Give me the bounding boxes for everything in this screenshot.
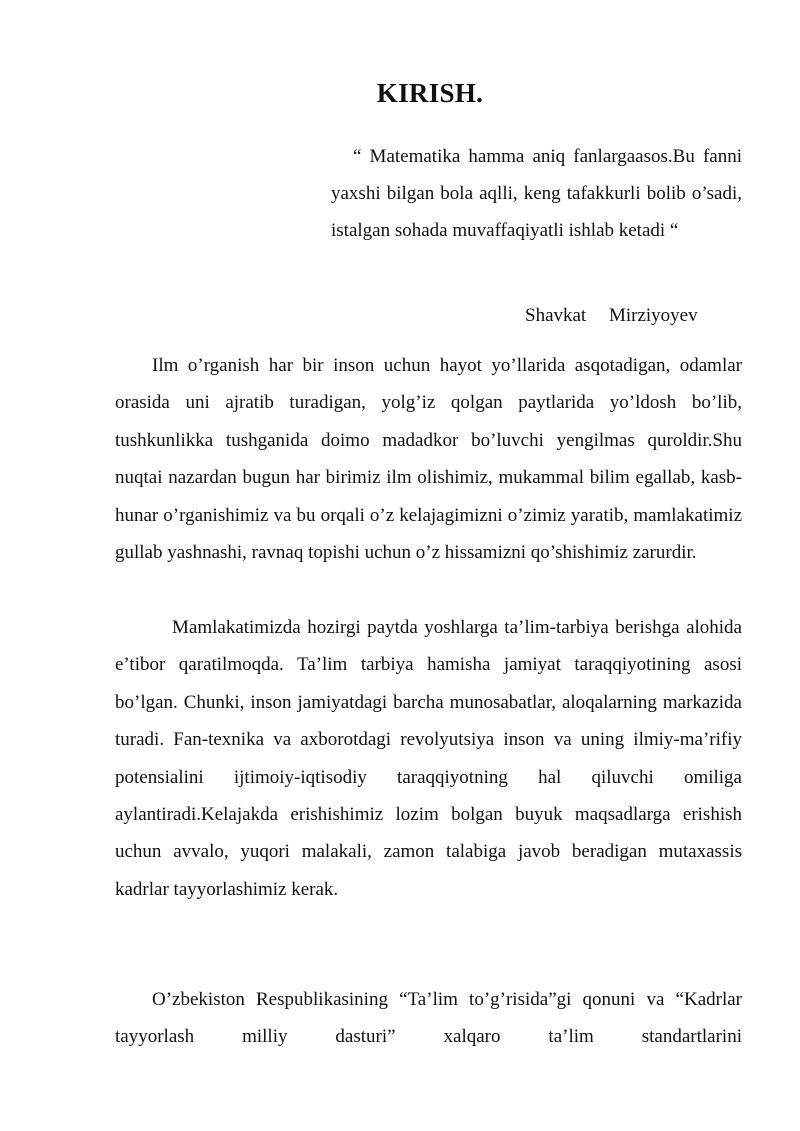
paragraph-1 <box>115 347 742 571</box>
paragraph-text: Mamlakatimizda hozirgi paytda yoshlarga ta’lim-tarbiya berishga alohida e’tibor qaratilmoqda. Ta’lim tarbiya hamisha jamiyat taraqqiyotining asosi bo’lgan. Chunki, inson jamiyatdagi barcha munosabatlar, aloqalarning markazida turadi. Fan-texnika va axborotdagi revolyutsiya inson va uning ilmiy-ma’rifiy potensialini ijtimoiy-iqtisodiy taraqqiyotning hal qiluvchi omiliga aylantiradi.Kelajakda erishishimiz lozim bolgan buyuk maqsadlarga erishish uchun avvalo, yuqori malakali, zamon talabiga javob beradigan mutaxassis kadrlar tayyorlashimiz kerak. <box>115 617 742 900</box>
epigraph-author: Shavkat Mirziyoyev <box>525 305 698 326</box>
paragraph-text: Ilm o’rganish har bir inson uchun hayot yo’llarida asqotadigan, odamlar orasida uni ajratib turadigan, yolg’iz qolgan paytlarida yo’ldosh bo’lib, tushkunlikka tushganida doimo madadkor bo’luvchi yengilmas quroldir.Shu nuqtai nazardan bugun har birimiz ilm olishimiz, mukammal bilim egallab, kasb-hunar o’rganishimiz va bu orqali o’z kelajagimizni o’zimiz yaratib, mamlakatimiz gullab yashnashi, ravnaq topishi uchun o’z hissamizni qo’shishimiz zarurdir. <box>115 355 742 564</box>
paragraph-text: O’zbekiston Respublikasining “Ta’lim to’g’risida”gi qonuni va “Kadrlar tayyorlash milliy dasturi” xalqaro ta’lim standartlarini <box>115 989 742 1048</box>
paragraph-2 <box>115 609 742 908</box>
page-title: KIRISH. <box>376 78 484 108</box>
paragraph-3 <box>115 981 742 1056</box>
epigraph-text: “ Matematika hamma aniq fanlargaasos.Bu fanni yaxshi bilgan bola aqlli, keng tafakkurli bolib o’sadi, istalgan sohada muvaffaqiyatli ishlab ketadi “ <box>331 146 742 241</box>
epigraph-quote <box>331 138 742 249</box>
